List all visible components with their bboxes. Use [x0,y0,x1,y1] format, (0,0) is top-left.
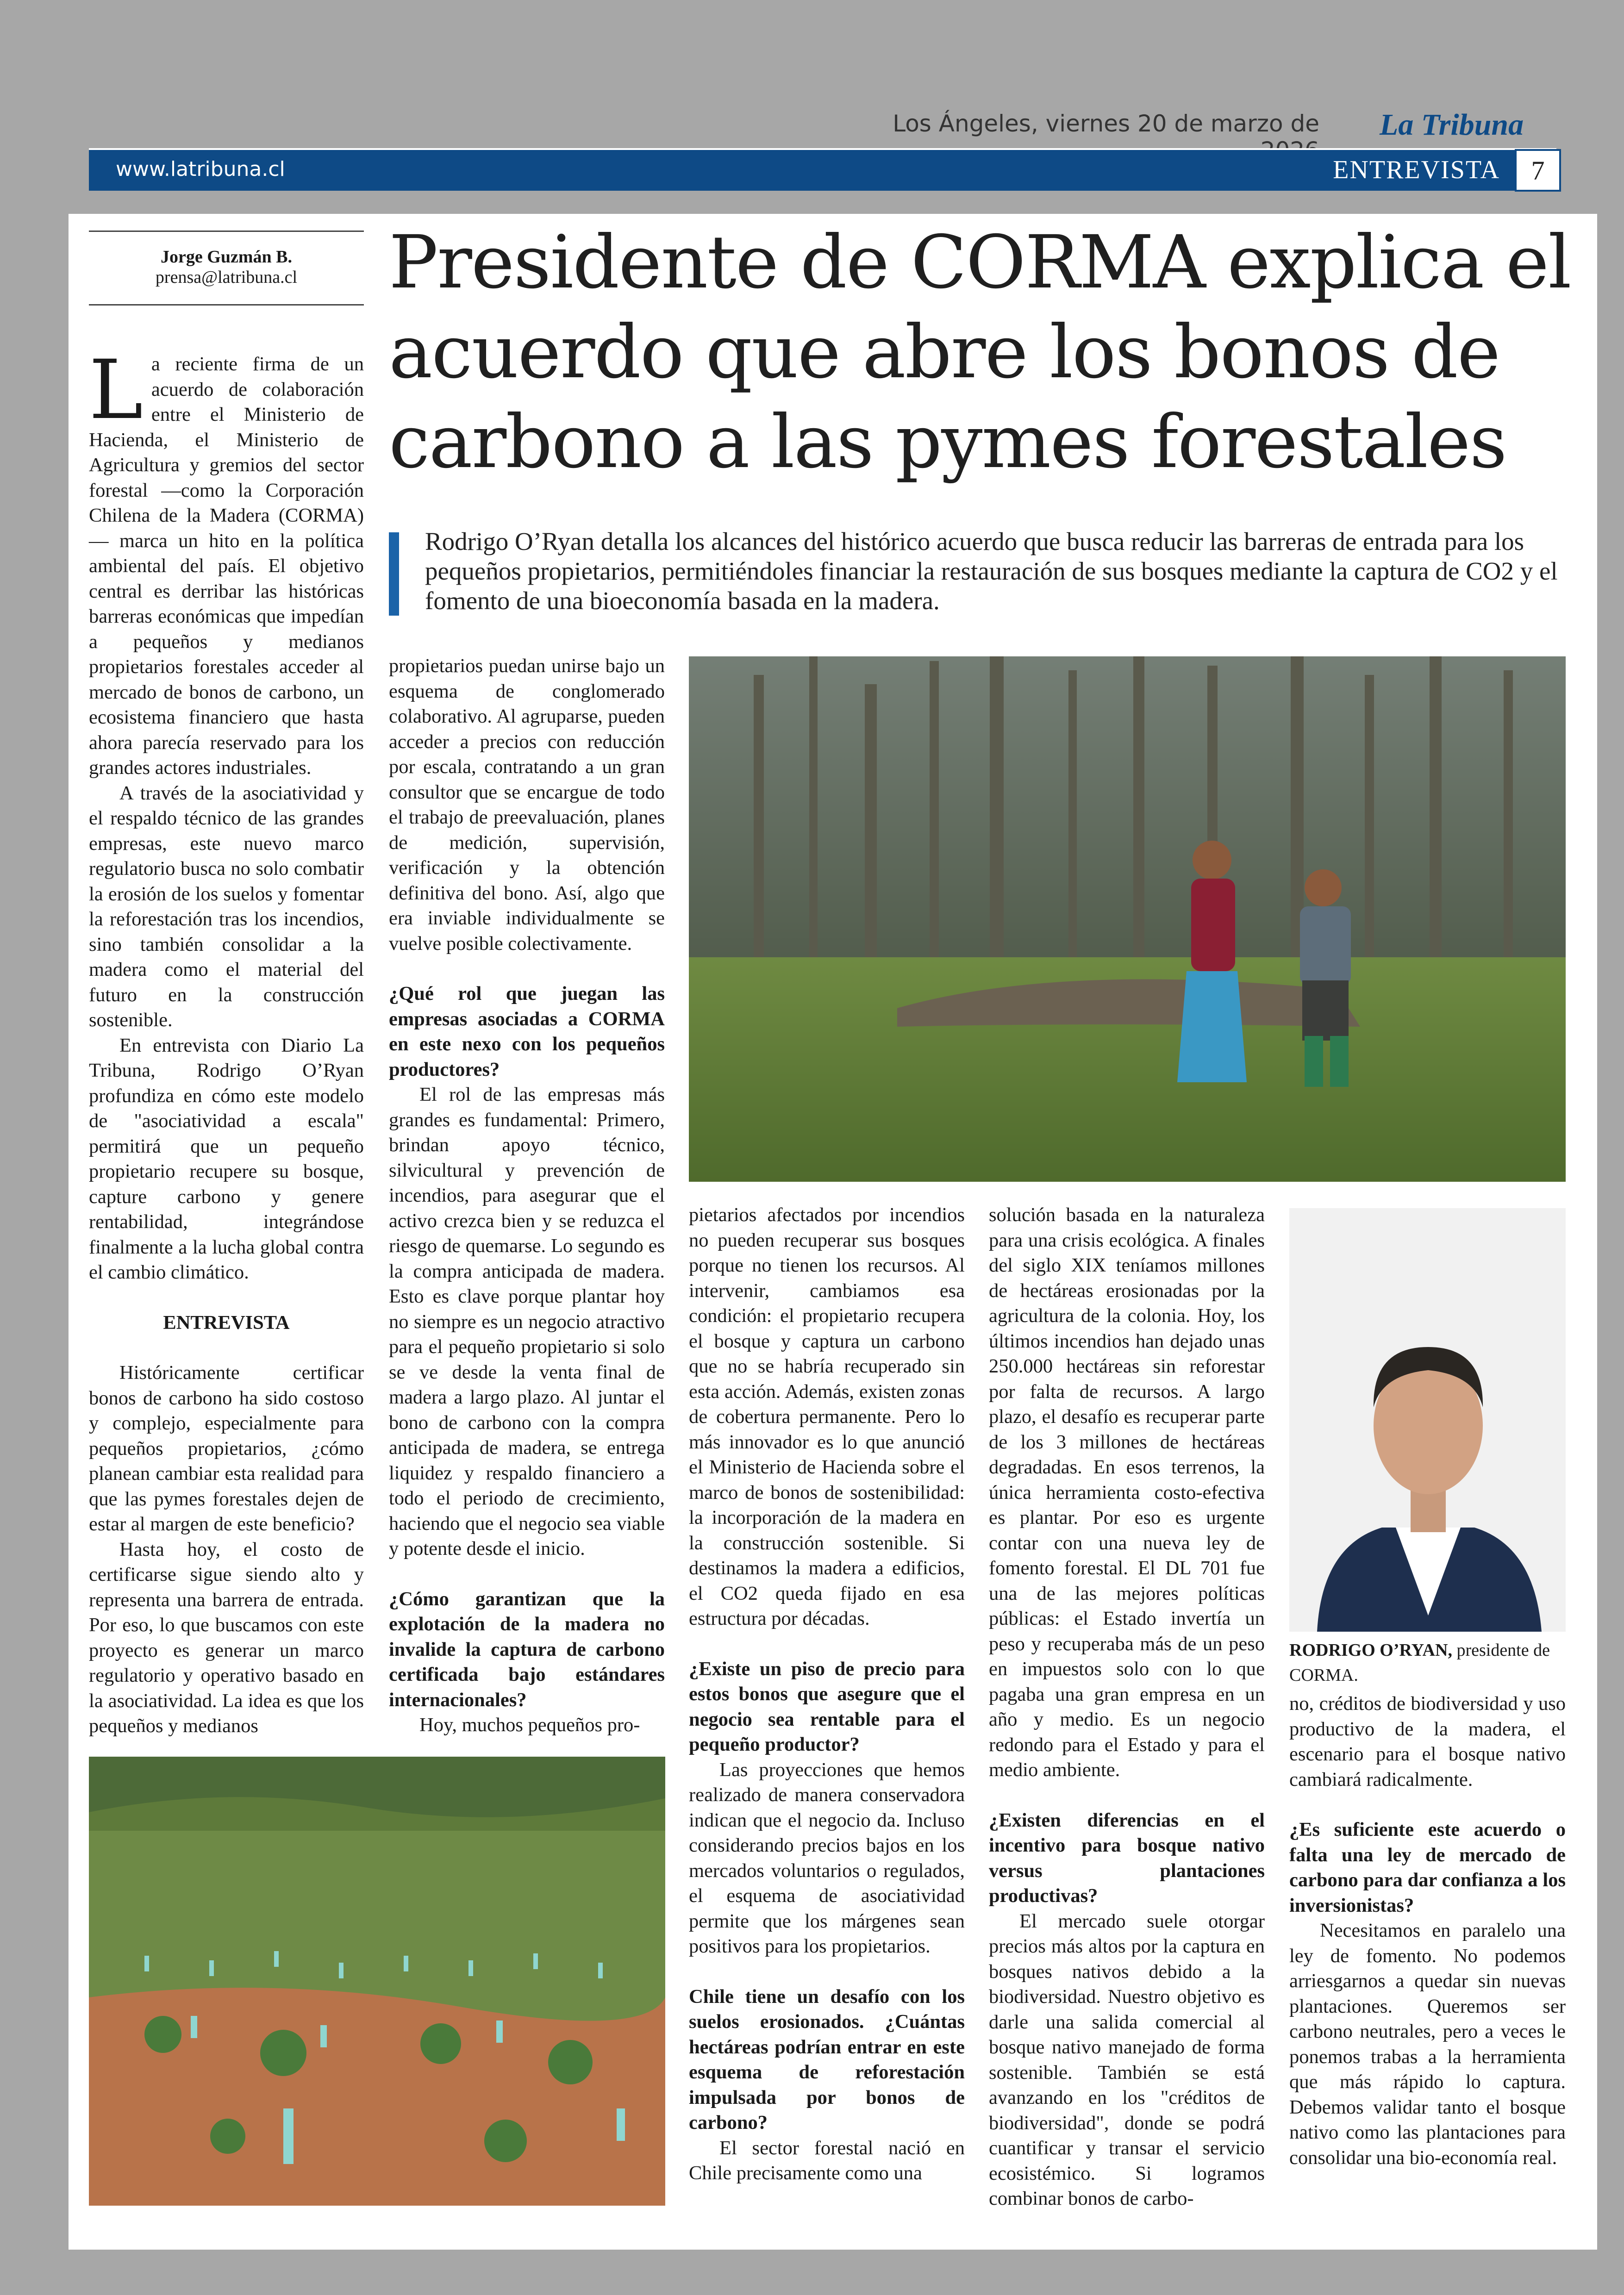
question: Chile tiene un desafío con los suelos erosionados. ¿Cuántas hectáreas podrían entrar en este esquema de reforestación impulsada por bonos de carbono? [689,1985,965,2133]
paragraph: En entrevista con Diario La Tribuna, Rodrigo O’Ryan profundiza en cómo este modelo de "asociatividad a escala" permitirá que un pequeño propietario recupere su bosque, capture carbono y genere rentabilidad, integrándose finalmente a la lucha global contra el cambio climático. [89,1034,364,1283]
reforestation-photo [89,1757,665,2206]
author-name: Jorge Guzmán B. [161,247,292,267]
question: ¿Qué rol que juegan las empresas asociadas a CORMA en este nexo con los pequeños productores? [389,983,665,1080]
paragraph: Hoy, muchos pequeños pro- [419,1714,640,1736]
paragraph: Las proyecciones que hemos realizado de manera conservadora indican que el negocio da. Incluso considerando precios bajos en los mercados voluntarios o regulados, el esquema de asociatividad permite que los márgenes sean positivos para los propietarios. [689,1759,965,1957]
newspaper-logo: La Tribuna [1380,108,1524,142]
question: ¿Existe un piso de precio para estos bonos que asegure que el negocio sea rentable para el pequeño productor? [689,1658,965,1755]
column-4 [989,1203,1265,2212]
column-3 [689,1203,965,2186]
column-1 [89,343,364,1739]
deck-accent-bar [389,532,399,616]
column-5 [1289,1691,1566,2170]
paragraph: El rol de las empresas más grandes es fundamental: Primero, brindan apoyo técnico, silvicultural y prevención de incendios, para asegurar que el activo crezca bien y se reduzca el riesgo de quemarse. Lo segundo es la compra anticipada de madera. Esto es clave porque plantar hoy no siempre es un negocio atractivo para el pequeño propietario si solo se ve desde la venta final de madera a largo plazo. Al juntar el bono de carbono con la compra anticipada de madera, se entrega liquidez y respaldo financiero a todo el periodo de crecimiento, haciendo que el negocio sea viable y potente desde el inicio. [389,1084,665,1559]
paragraph: La reciente firma de un acuerdo de colaboración entre el Ministerio de Hacienda, el Ministerio de Agricultura y gremios del sector forestal —como la Corporación Chilena de la Madera (CORMA) — marca un hito en la política ambiental del país. El objetivo central es derribar las históricas barreras económicas que impedían a pequeños y medianos propietarios forestales acceder al mercado de bonos de carbono, un ecosistema financiero que hasta ahora parecía reservado para los grandes actores industriales. [89,343,364,779]
paragraph: Hasta hoy, el costo de certificarse sigue siendo alto y representa una barrera de entrada. Por eso, lo que buscamos con este proyecto es generar un marco regulatorio y operativo basado en la asociatividad. La idea es que los pequeños y medianos [89,1538,364,1737]
column-2 [389,654,665,1738]
question: ¿Existen diferencias en el incentivo para bosque nativo versus plantaciones productivas? [989,1809,1265,1907]
author-email[interactable]: prensa@latribuna.cl [155,268,298,287]
paragraph: El sector forestal nació en Chile precisamente como una [689,2137,965,2184]
byline [89,231,364,306]
paragraph: propietarios puedan unirse bajo un esquema de conglomerado colaborativo. Al agruparse, pueden acceder a precios con reducción por escala, contratando a un gran consultor que se encargue de todo el trabajo de preevaluación, planes de medición, supervisión, verificación y la obtención definitiva del bono. Así, algo que era inviable individualmente se vuelve posible colectivamente. [389,655,665,954]
paragraph: A través de la asociatividad y el respaldo técnico de las grandes empresas, este nuevo marco regulatorio busca no solo combatir la erosión de los suelos y fomentar la reforestación tras los incendios, sino también consolidar a la madera como el material del futuro en la construcción sostenible. [89,782,364,1031]
interview-label: ENTREVISTA [163,1311,290,1334]
photo-caption: RODRIGO O’RYAN, presidente de CORMA. [1289,1640,1550,1685]
paragraph: pietarios afectados por incendios no pueden recuperar sus bosques porque no tienen los recursos. Al intervenir, cambiamos esa condición: el propietario recupera el bosque y captura un carbono que no se habría recuperado sin esta acción. Además, existen zonas de cobertura permanente. Pero lo más innovador es lo que anunció el Ministerio de Hacienda sobre el marco de bonos de sostenibilidad: la incorporación de la madera en la construcción sostenible. Si destinamos la madera a edificios, el CO2 queda fijado en esa estructura por décadas. [689,1204,965,1629]
paragraph: no, créditos de biodiversidad y uso productivo de la madera, el escenario para el bosque nativo cambiará radicalmente. [1289,1693,1566,1790]
drop-cap: L [89,343,143,437]
section-label: ENTREVISTA [1333,156,1500,184]
paragraph: solución basada en la naturaleza para una crisis ecológica. A finales del siglo XIX teníamos millones de hectáreas erosionadas por la agricultura de la colonia. Hoy, los últimos incendios han dejado unas 250.000 hectáreas sin reforestar por falta de recursos. A largo plazo, el desafío es recuperar parte de los 3 millones de hectáreas degradadas. En esos terrenos, la única herramienta costo-efectiva es plantar. Por eso es urgente contar con una nueva ley de fomento forestal. El DL 701 fue una de las mejores políticas públicas: el Estado invertía un peso y recuperaba más de un peso en impuestos solo con lo que pagaba una gran empresa en un año y medio. Es un negocio redondo para el Estado y para el medio ambiente. [989,1204,1265,1781]
website-url[interactable]: www.latribuna.cl [116,157,285,181]
deck: Rodrigo O’Ryan detalla los alcances del histórico acuerdo que busca reducir las barreras de entrada para los pequeños propietarios, permitiéndoles financiar la restauración de sus bosques mediante la captura de CO2 y el fomento de una bioeconomía basada en la madera. [425,527,1558,615]
question: Históricamente certificar bonos de carbono ha sido costoso y complejo, especialmente para pequeños propietarios, ¿cómo planean cambiar esta realidad para que las pymes forestales dejen de estar al margen de este beneficio? [89,1362,364,1535]
dateline: Los Ángeles, viernes 20 de marzo de [893,110,1319,137]
portrait-photo [1289,1208,1566,1632]
question: ¿Es suficiente este acuerdo o falta una ley de mercado de carbono para dar confianza a los inversionistas? [1289,1819,1566,1916]
page-number: 7 [1515,149,1561,192]
forest-owners-photo [689,656,1566,1182]
question: ¿Cómo garantizan que la explotación de la madera no invalide la captura de carbono certificada bajo estándares internacionales? [389,1588,665,1711]
paragraph: El mercado suele otorgar precios más altos por la captura en bosques nativos debido a la biodiversidad. Nuestro objetivo es darle una salida comercial al bosque nativo manejado de forma sostenible. También se está avanzando en los "créditos de biodiversidad", donde se podrá cuantificar y transar el servicio ecosistémico. Si logramos combinar bonos de carbo- [989,1910,1265,2209]
headline: Presidente de CORMA explica el acuerdo que abre los bonos de carbono a las pymes forestales [389,220,1571,485]
paragraph: Necesitamos en paralelo una ley de fomento. No podemos arriesgarnos a quedar sin nuevas plantaciones. Queremos ser carbono neutrales, pero a veces le ponemos trabas a la herramienta que más rápido lo captura. Debemos validar tanto el bosque nativo como las plantaciones para consolidar una bio-economía real. [1289,1920,1566,2169]
